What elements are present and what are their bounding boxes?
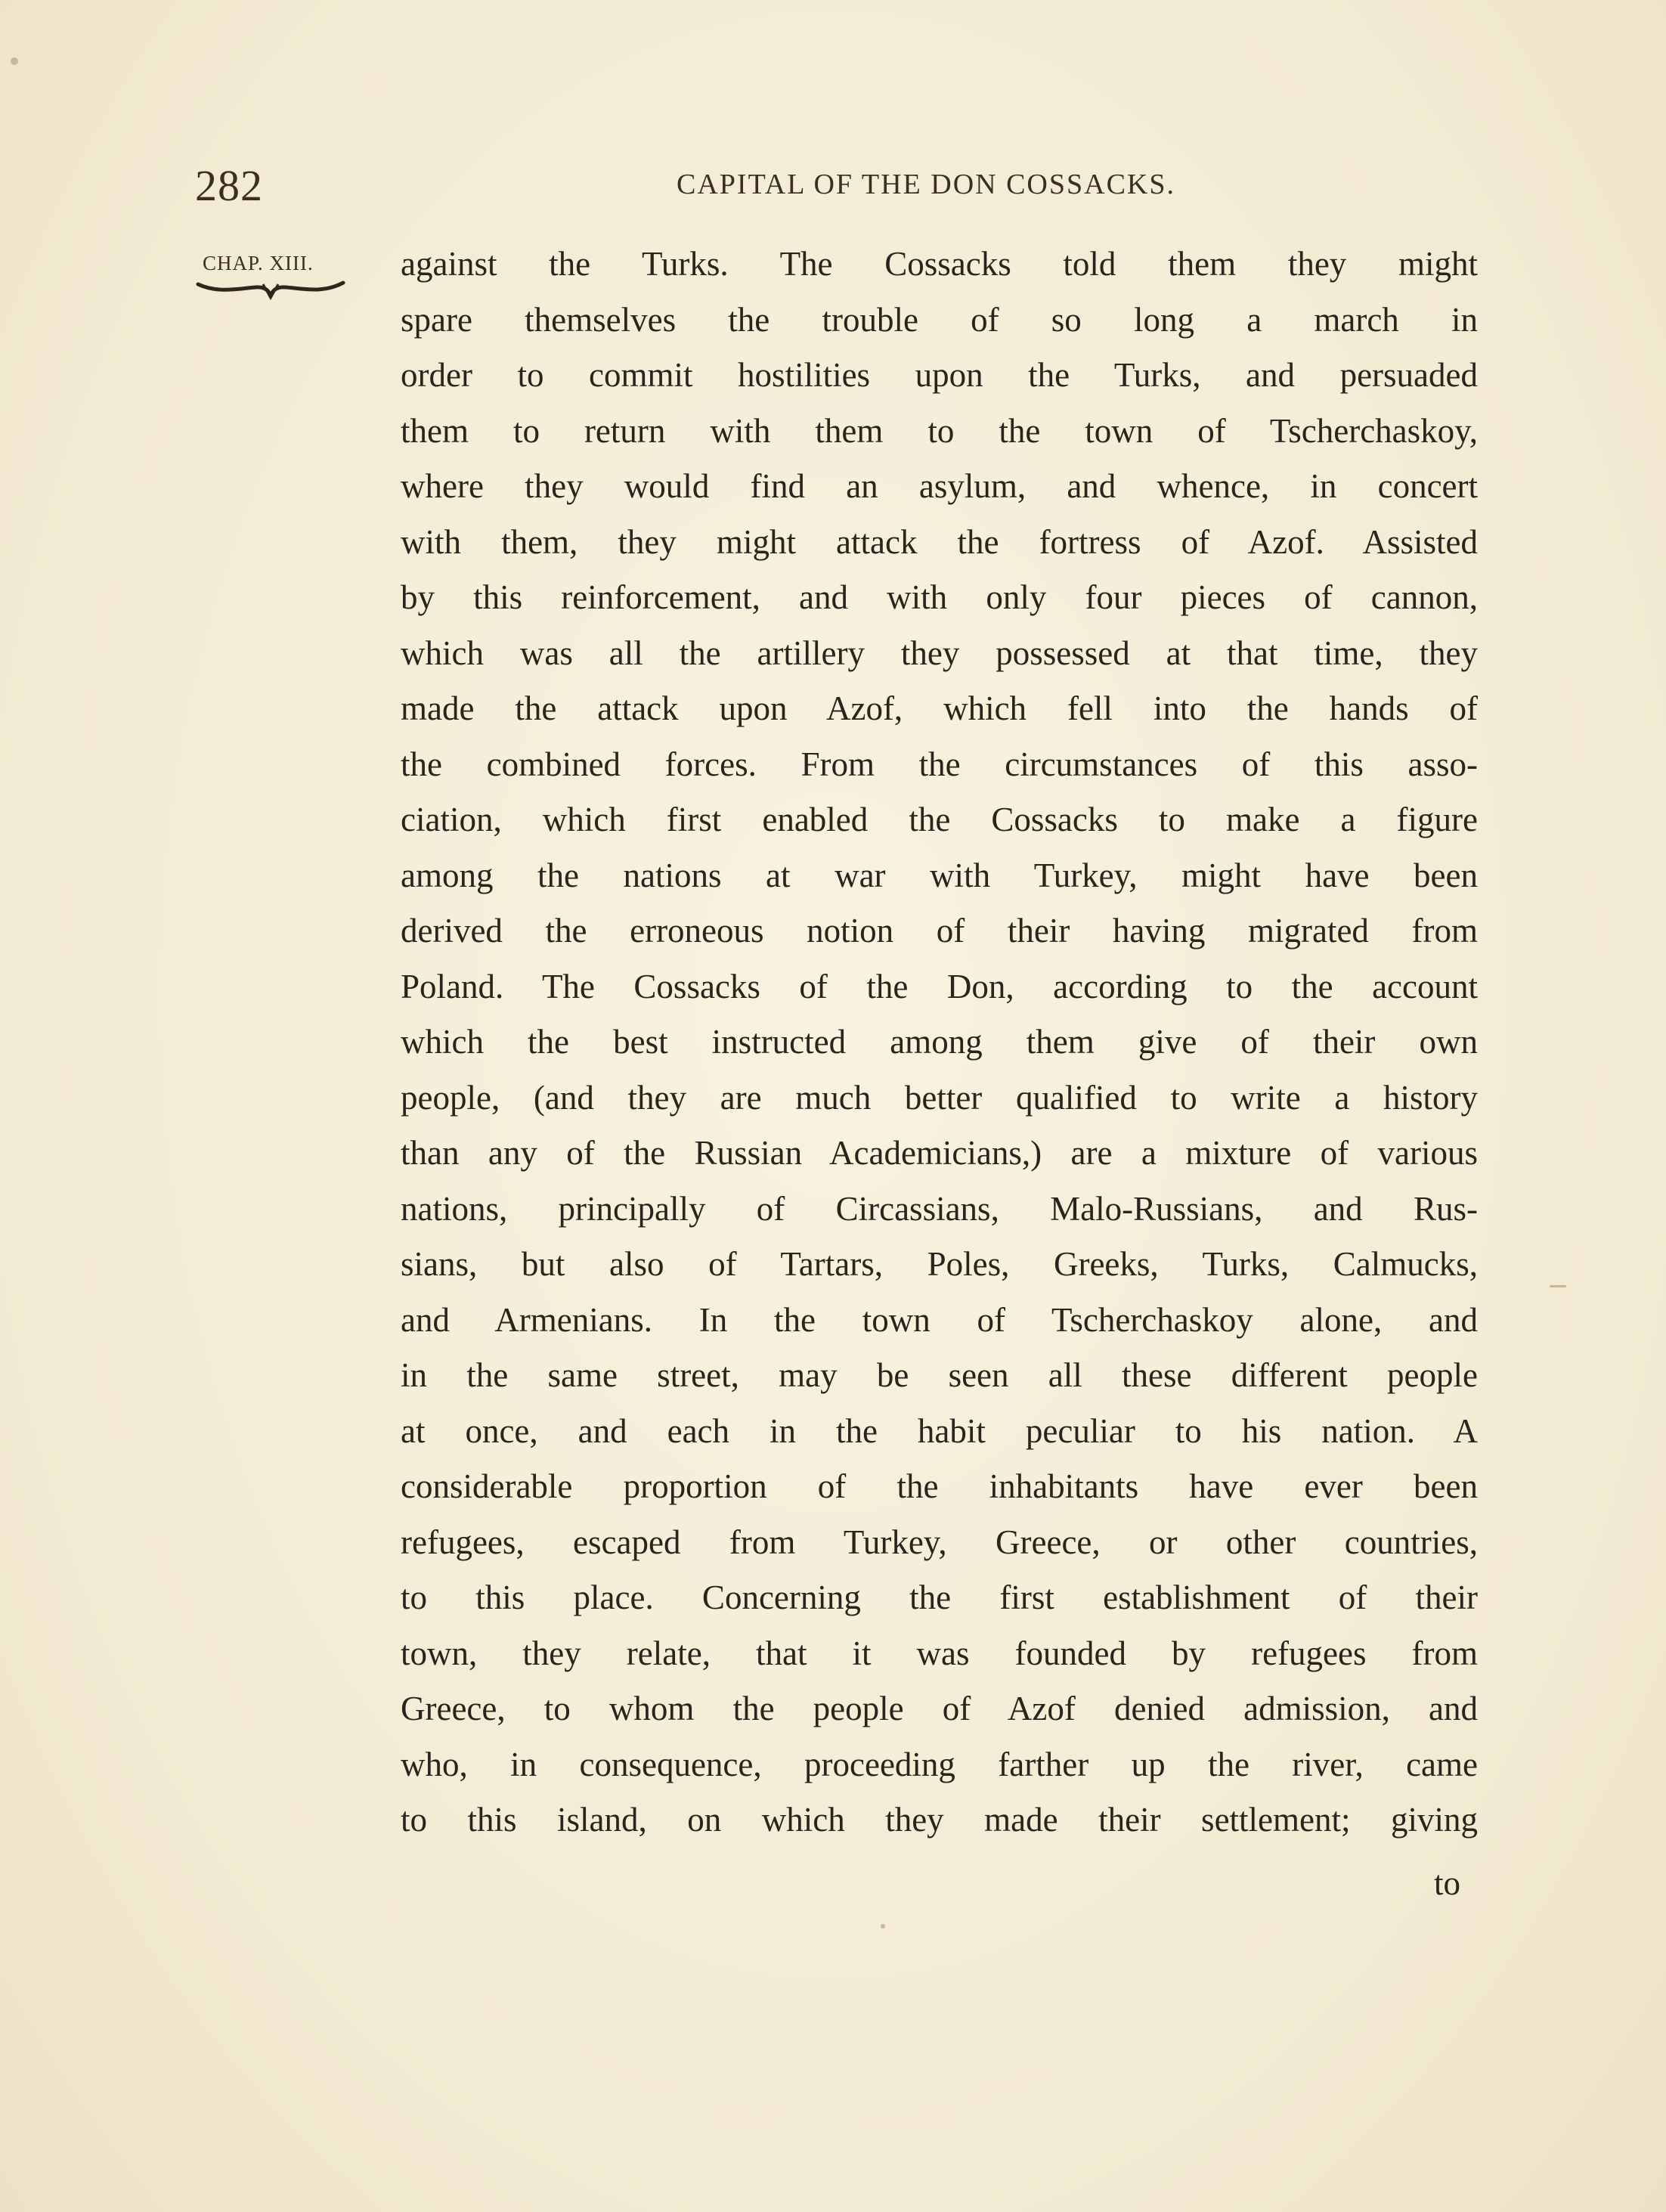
text-line: by this reinforcement, and with only four pieces of cannon, xyxy=(401,578,1478,616)
text-line: which the best instructed among them give of their own xyxy=(401,1023,1478,1061)
text-line: considerable proportion of the inhabitants have ever been xyxy=(401,1467,1478,1505)
flourish-ornament-icon xyxy=(195,277,346,307)
paper-speck xyxy=(11,57,18,65)
text-line: among the nations at war with Turkey, might have been xyxy=(401,856,1478,894)
text-line: nations, principally of Circassians, Malo-Russians, and Rus- xyxy=(401,1189,1478,1228)
text-line: who, in consequence, proceeding farther up the river, came xyxy=(401,1745,1478,1783)
text-line: Poland. The Cossacks of the Don, according to the account xyxy=(401,967,1478,1005)
body-text xyxy=(401,237,1478,1848)
text-line: at once, and each in the habit peculiar to his nation. A xyxy=(401,1411,1478,1450)
text-line: derived the erroneous notion of their having migrated from xyxy=(401,912,1478,950)
paper-speck xyxy=(881,1924,885,1929)
catchword: to xyxy=(1434,1864,1461,1902)
text-line: them to return with them to the town of Tscherchaskoy, xyxy=(401,411,1478,450)
text-line: with them, they might attack the fortress of Azof. Assisted xyxy=(401,522,1478,561)
text-line: in the same street, may be seen all these different people xyxy=(401,1356,1478,1394)
text-line: to this place. Concerning the first establishment of their xyxy=(401,1578,1478,1616)
text-line: which was all the artillery they possessed at that time, they xyxy=(401,634,1478,672)
text-line: Greece, to whom the people of Azof denied admission, and xyxy=(401,1690,1478,1727)
text-line: the combined forces. From the circumstances of this asso- xyxy=(401,745,1478,783)
text-line: to this island, on which they made their settlement; giving xyxy=(401,1801,1478,1839)
paper-speck xyxy=(1550,1285,1566,1287)
page-number: 282 xyxy=(195,161,263,210)
text-line: made the attack upon Azof, which fell into the hands of xyxy=(401,689,1478,727)
running-title: CAPITAL OF THE DON COSSACKS. xyxy=(677,169,1175,200)
text-line: against the Turks. The Cossacks told them they might xyxy=(401,245,1478,283)
text-line: sians, but also of Tartars, Poles, Greeks, Turks, Calmucks, xyxy=(401,1245,1478,1283)
text-line: where they would find an asylum, and whence, in concert xyxy=(401,467,1478,505)
text-line: town, they relate, that it was founded by refugees from xyxy=(401,1634,1478,1672)
text-line: people, (and they are much better qualified to write a history xyxy=(401,1078,1478,1117)
text-line: and Armenians. In the town of Tscherchaskoy alone, and xyxy=(401,1300,1478,1339)
text-line: ciation, which first enabled the Cossacks to make a figure xyxy=(401,801,1478,838)
text-line: refugees, escaped from Turkey, Greece, or other countries, xyxy=(401,1523,1478,1561)
chapter-margin-note: CHAP. XIII. xyxy=(203,252,314,274)
text-line: than any of the Russian Academicians,) are a mixture of various xyxy=(401,1134,1478,1172)
text-line: order to commit hostilities upon the Turks, and persuaded xyxy=(401,356,1478,394)
text-line: spare themselves the trouble of so long a march in xyxy=(401,300,1478,339)
